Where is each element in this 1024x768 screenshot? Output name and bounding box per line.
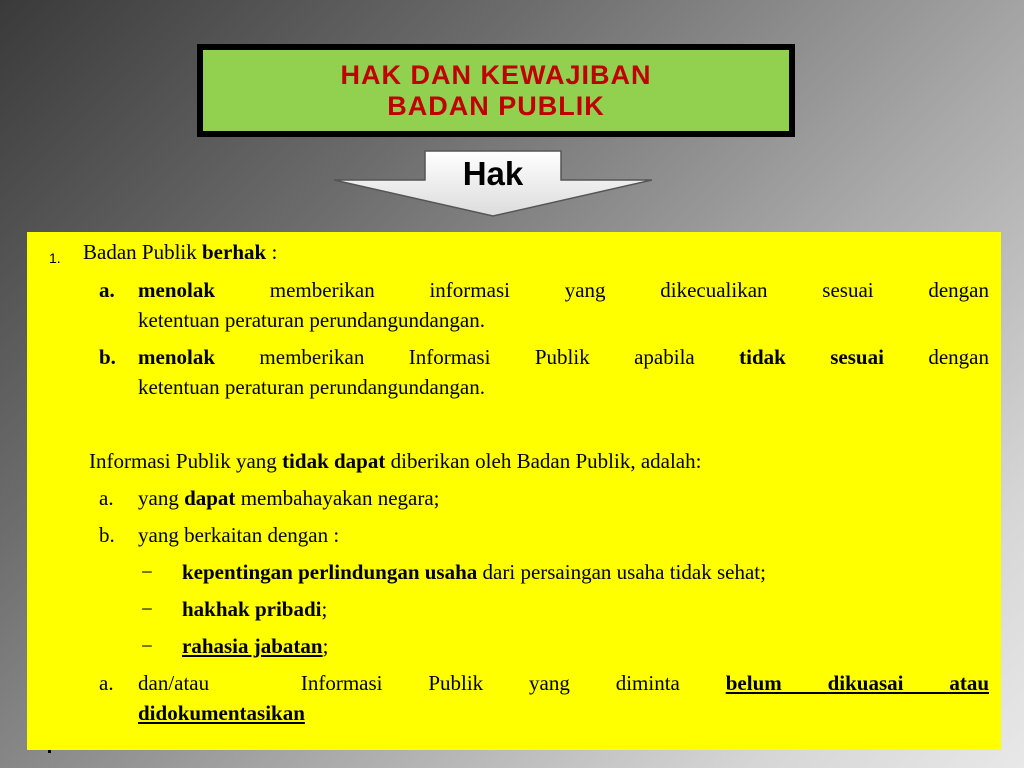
trailing-dot	[48, 750, 51, 753]
item-line-1	[138, 668, 989, 698]
item-bold: menolak	[138, 345, 216, 369]
item-marker: a.	[99, 671, 114, 695]
item-suffix: membahayakan negara;	[235, 486, 440, 510]
title-line-1: HAK DAN KEWAJIBAN	[340, 59, 652, 90]
item-line-1	[138, 342, 989, 372]
sub-item-text	[182, 631, 989, 661]
sub-item-rest: ;	[322, 634, 329, 658]
dash-bullet: −	[141, 560, 153, 584]
intro-suffix: diberikan oleh Badan Publik, adalah:	[385, 449, 702, 473]
item-text-end: dengan	[883, 345, 989, 369]
sub-item-bold: hakhak pribadi	[182, 597, 322, 621]
slide-title	[197, 44, 795, 137]
arrow-label: Hak	[462, 155, 524, 192]
sub-item-rest: ;	[321, 597, 328, 621]
item-text: yang berkaitan dengan :	[138, 523, 340, 547]
sub-item-bold: kepentingan perlindungan usaha	[182, 560, 478, 584]
title-line-2: BADAN PUBLIK	[387, 90, 605, 121]
item-marker: b.	[99, 523, 115, 547]
item-bold-underlined: belum dikuasai atau	[725, 671, 989, 695]
item-text	[138, 483, 989, 513]
item-prefix: dan/atau Informasi Publik yang diminta	[138, 671, 726, 695]
intro-text: Badan Publik	[83, 240, 202, 264]
item-bold: menolak	[138, 278, 216, 302]
content-panel	[27, 232, 1001, 750]
item-line-2: ketentuan peraturan perundangundangan.	[138, 308, 485, 332]
item-marker: a.	[99, 486, 114, 510]
sub-item-bold-underlined: rahasia jabatan	[182, 634, 323, 658]
dash-bullet: −	[141, 634, 153, 658]
dash-bullet: −	[141, 597, 153, 621]
item-prefix: yang	[138, 486, 185, 510]
intro-bold: berhak	[202, 240, 267, 264]
item-line-2: ketentuan peraturan perundangundangan.	[138, 375, 485, 399]
intro-suffix: :	[266, 240, 278, 264]
sub-item-rest: dari persaingan usaha tidak sehat;	[477, 560, 766, 584]
intro-text: Informasi Publik yang	[89, 449, 283, 473]
sub-item-text	[182, 594, 989, 624]
item-bold-2: tidak sesuai	[739, 345, 884, 369]
hak-arrow	[332, 150, 654, 218]
item-marker: a.	[99, 278, 115, 302]
sub-item-text	[182, 557, 989, 587]
item-line-2	[138, 698, 989, 728]
item-text: memberikan informasi yang dikecualikan sesuai dengan	[215, 278, 989, 302]
item-bold: dapat	[184, 486, 236, 510]
item-text: memberikan Informasi Publik apabila	[215, 345, 740, 369]
item-marker: b.	[99, 345, 116, 369]
intro-bold: tidak dapat	[282, 449, 386, 473]
item-line-1	[138, 275, 989, 305]
list-number: 1.	[49, 250, 61, 266]
item-bold-underlined: didokumentasikan	[138, 701, 305, 725]
